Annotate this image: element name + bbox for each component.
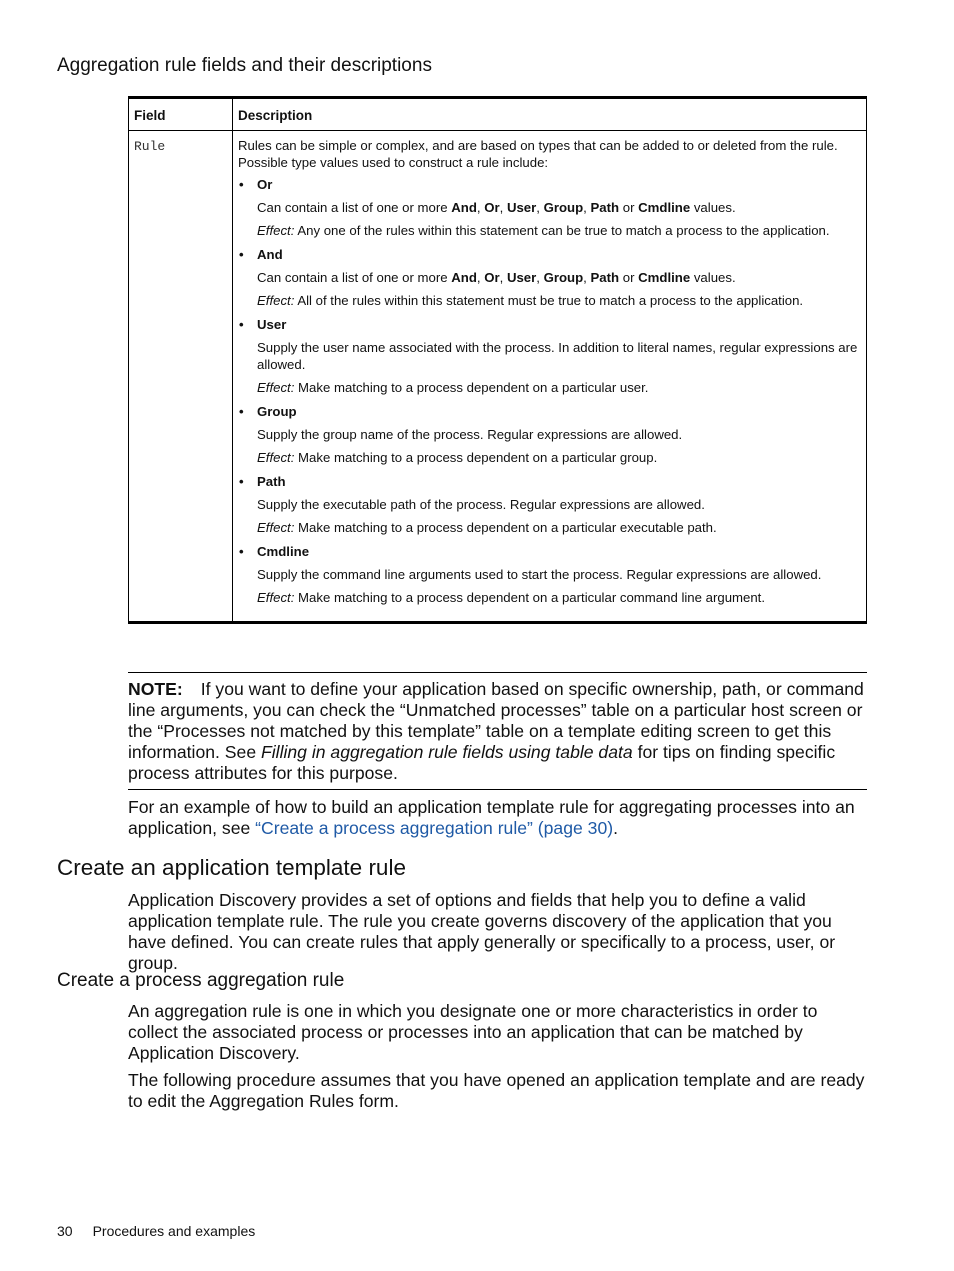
bullet: • — [239, 404, 244, 419]
list-item — [238, 543, 861, 606]
description-cell — [233, 131, 867, 623]
keyword-group: Group — [543, 270, 584, 285]
type-effect-and — [257, 292, 861, 309]
note-text: If you want to define your application based on specific ownership, path, or command line arguments, you can check the “Unmatched processes” table on a particular host screen or the “Processes not matched by this template” table on a template editing screen to get this information. See — [128, 679, 864, 762]
separator: , — [536, 200, 544, 215]
page-footer — [57, 1223, 255, 1239]
note-reference: Filling in aggregation rule fields using table data — [261, 742, 633, 762]
type-name-cmdline: Cmdline — [257, 544, 310, 559]
type-name-group: Group — [257, 404, 297, 419]
separator: , — [476, 200, 485, 215]
subsection-paragraph-1: An aggregation rule is one in which you designate one or more characteristics in order to collect the associated process or processes into an application that can be matched by Application Discovery. — [128, 1001, 818, 1063]
keyword-cmdline: Cmdline — [638, 200, 691, 215]
bullet: • — [239, 544, 244, 559]
separator: or — [619, 200, 639, 215]
effect-label: Effect: — [257, 293, 295, 308]
type-desc-group: Supply the group name of the process. Regular expressions are allowed. — [257, 427, 683, 442]
keyword-or: Or — [484, 270, 500, 285]
type-effect-path — [257, 519, 861, 536]
footer-section: Procedures and examples — [92, 1223, 256, 1239]
note-label: NOTE: — [128, 679, 183, 699]
list-item — [238, 473, 861, 536]
type-desc-path: Supply the executable path of the process. Regular expressions are allowed. — [257, 497, 705, 512]
type-effect-cmdline — [257, 589, 861, 606]
bullet: • — [239, 317, 244, 332]
keyword-user: User — [506, 200, 537, 215]
list-prefix: Can contain a list of one or more — [257, 200, 452, 215]
column-header-field: Field — [129, 98, 233, 131]
keyword-and: And — [451, 270, 477, 285]
effect-label: Effect: — [257, 380, 295, 395]
field-value: Rule — [134, 139, 166, 154]
example-text-end: . — [613, 818, 618, 838]
section-heading: Create an application template rule — [57, 855, 406, 880]
table-row — [129, 131, 867, 623]
effect-label: Effect: — [257, 590, 295, 605]
effect-label: Effect: — [257, 223, 295, 238]
table-header-row — [129, 98, 867, 131]
example-paragraph — [128, 797, 867, 839]
separator: or — [619, 270, 639, 285]
list-item — [238, 246, 861, 309]
type-desc-or — [257, 199, 861, 216]
separator: , — [536, 270, 544, 285]
type-desc-cmdline: Supply the command line arguments used to start the process. Regular expressions are allowed. — [257, 567, 822, 582]
separator: , — [499, 270, 507, 285]
keyword-path: Path — [590, 200, 620, 215]
table-caption: Aggregation rule fields and their descriptions — [57, 55, 432, 76]
list-prefix: Can contain a list of one or more — [257, 270, 452, 285]
keyword-user: User — [506, 270, 537, 285]
type-name-or: Or — [257, 177, 273, 192]
keyword-group: Group — [543, 200, 584, 215]
keyword-cmdline: Cmdline — [638, 270, 691, 285]
effect-text: Make matching to a process dependent on a particular command line argument. — [294, 590, 766, 605]
aggregation-rule-table — [128, 96, 867, 624]
keyword-path: Path — [590, 270, 620, 285]
list-item — [238, 316, 861, 396]
section-paragraph: Application Discovery provides a set of options and fields that help you to define a valid application template rule. The rule you create governs discovery of the application that you have defined. You can create rules that apply generally or specifically to a process, user, or group. — [128, 890, 836, 973]
rule-type-list — [238, 176, 861, 606]
type-desc-user: Supply the user name associated with the process. In addition to literal names, regular expressions are allowed. — [257, 340, 858, 372]
bullet: • — [239, 474, 244, 489]
type-effect-or — [257, 222, 861, 239]
field-cell — [129, 131, 233, 623]
page-number: 30 — [57, 1223, 73, 1239]
subsection-heading: Create a process aggregation rule — [57, 970, 345, 991]
keyword-or: Or — [484, 200, 500, 215]
note-text-end: for tips on finding specific process attributes for this purpose. — [128, 742, 836, 783]
effect-text: Make matching to a process dependent on a particular user. — [294, 380, 649, 395]
type-name-user: User — [257, 317, 287, 332]
subsection-paragraph-2: The following procedure assumes that you have opened an application template and are ready to edit the Aggregation Rules form. — [128, 1070, 865, 1111]
type-name-and: And — [257, 247, 283, 262]
list-item — [238, 176, 861, 239]
type-effect-group — [257, 449, 861, 466]
keyword-and: And — [451, 200, 477, 215]
type-desc-and — [257, 269, 861, 286]
separator: , — [499, 200, 507, 215]
separator: values. — [690, 200, 736, 215]
effect-text: Any one of the rules within this statement can be true to match a process to the application. — [294, 223, 830, 238]
effect-text: Make matching to a process dependent on a particular group. — [294, 450, 658, 465]
bullet: • — [239, 247, 244, 262]
bullet: • — [239, 177, 244, 192]
effect-label: Effect: — [257, 450, 295, 465]
separator: , — [583, 200, 591, 215]
note-box — [128, 672, 867, 790]
page-link[interactable]: “Create a process aggregation rule” (page 30) — [255, 818, 614, 838]
separator: , — [583, 270, 591, 285]
effect-text: All of the rules within this statement must be true to match a process to the application. — [294, 293, 804, 308]
description-intro: Rules can be simple or complex, and are based on types that can be added to or deleted from the rule. Possible type values used to construct a rule include: — [238, 138, 838, 170]
separator: values. — [690, 270, 736, 285]
example-text: For an example of how to build an application template rule for aggregating processes into an application, see — [128, 797, 855, 838]
separator: , — [476, 270, 485, 285]
type-name-path: Path — [257, 474, 286, 489]
effect-text: Make matching to a process dependent on a particular executable path. — [294, 520, 717, 535]
effect-label: Effect: — [257, 520, 295, 535]
list-item — [238, 403, 861, 466]
column-header-description: Description — [233, 98, 867, 131]
type-effect-user — [257, 379, 861, 396]
